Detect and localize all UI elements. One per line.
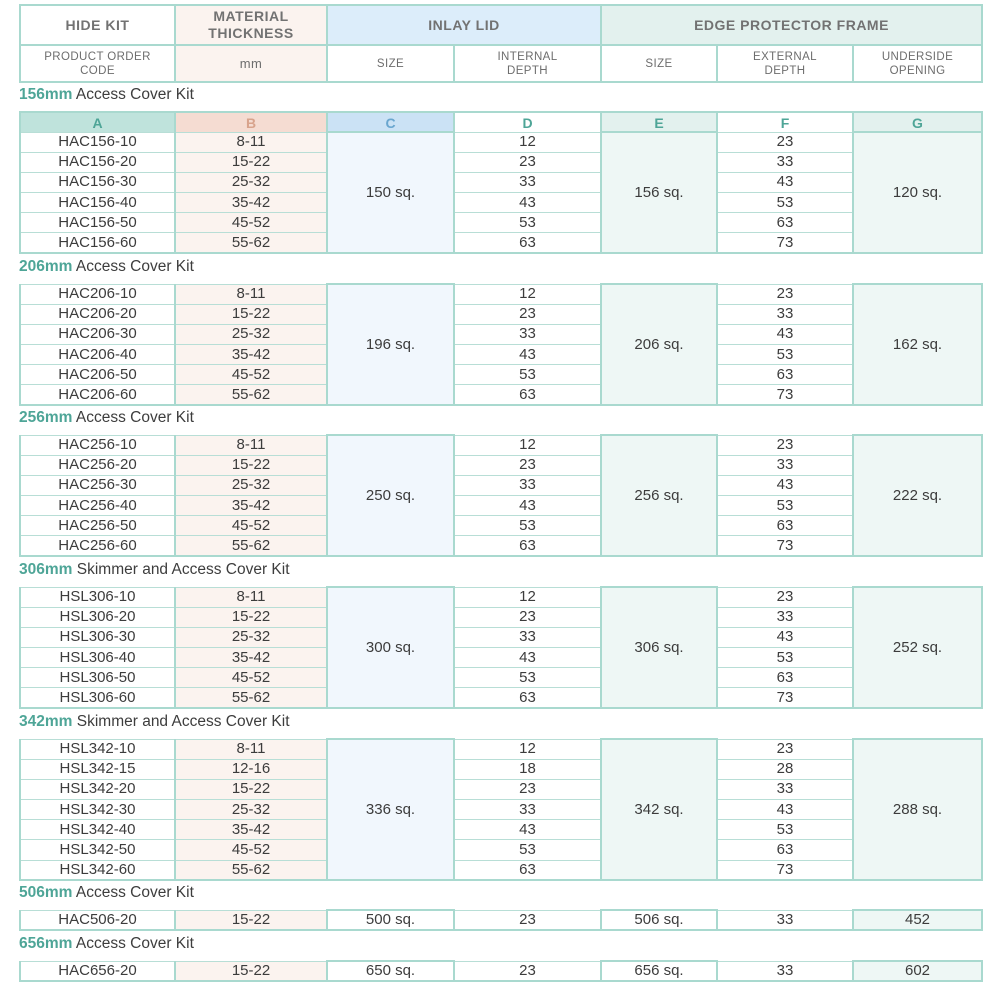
thickness-cell: 15-22 [175,607,327,627]
thickness-cell: 8-11 [175,587,327,607]
external-depth-cell: 53 [717,345,853,365]
external-depth-cell: 23 [717,132,853,152]
order-code-cell: HAC256-40 [20,496,175,516]
internal-depth-cell: 23 [454,152,601,172]
table-row [20,910,982,930]
section-title [19,884,194,902]
external-depth-header: EXTERNAL DEPTH [717,45,853,82]
table-row [20,193,982,213]
inlay-lid-header: INLAY LID [327,5,601,45]
external-depth-cell: 23 [717,739,853,759]
internal-depth-cell: 23 [454,304,601,324]
internal-depth-cell: 33 [454,475,601,495]
internal-depth-cell: 12 [454,587,601,607]
table-row [20,688,982,708]
lid-size-cell: 300 sq. [327,587,454,708]
frame-size-cell: 156 sq. [601,132,717,253]
lid-size-header: SIZE [327,45,454,82]
thickness-cell: 55-62 [175,233,327,253]
frame-size-cell: 306 sq. [601,587,717,708]
external-depth-cell: 63 [717,840,853,860]
order-code-cell: HAC256-10 [20,435,175,455]
table-row [20,435,982,455]
external-depth-cell: 33 [717,779,853,799]
table-row [20,172,982,192]
thickness-cell: 55-62 [175,536,327,556]
underside-opening-cell: 452 [853,910,982,930]
lid-size-cell: 196 sq. [327,284,454,405]
internal-depth-cell: 33 [454,172,601,192]
thickness-cell: 45-52 [175,840,327,860]
column-letter: A [20,112,175,133]
external-depth-cell: 53 [717,648,853,668]
external-depth-cell: 53 [717,820,853,840]
product-order-code-header: PRODUCT ORDER CODE [20,45,175,82]
underside-opening-cell: 120 sq. [853,132,982,253]
table-row [20,455,982,475]
thickness-cell: 15-22 [175,304,327,324]
thickness-cell: 25-32 [175,475,327,495]
thickness-cell: 35-42 [175,820,327,840]
thickness-cell: 55-62 [175,385,327,405]
internal-depth-cell: 43 [454,193,601,213]
external-depth-cell: 73 [717,860,853,880]
order-code-cell: HSL342-60 [20,860,175,880]
table-row [20,820,982,840]
column-letter: B [175,112,327,133]
internal-depth-cell: 53 [454,213,601,233]
order-code-cell: HAC256-20 [20,455,175,475]
hide-kit-header: HIDE KIT [20,5,175,45]
table-row [20,324,982,344]
kit-table [19,131,983,254]
internal-depth-cell: 23 [454,779,601,799]
order-code-cell: HSL342-50 [20,840,175,860]
section-size-label: 656mm [19,935,73,952]
order-code-cell: HSL342-10 [20,739,175,759]
internal-depth-cell: 23 [454,961,601,981]
thickness-cell: 25-32 [175,800,327,820]
table-row [20,627,982,647]
kit-table [19,434,983,557]
section-size-label: 156mm [19,86,73,103]
internal-depth-cell: 43 [454,496,601,516]
external-depth-cell: 73 [717,233,853,253]
order-code-cell: HAC506-20 [20,910,175,930]
order-code-cell: HSL342-40 [20,820,175,840]
external-depth-cell: 43 [717,800,853,820]
thickness-cell: 35-42 [175,345,327,365]
table-row [20,365,982,385]
internal-depth-cell: 12 [454,132,601,152]
section-title [19,86,194,104]
table-row [20,800,982,820]
thickness-cell: 45-52 [175,516,327,536]
order-code-cell: HSL306-40 [20,648,175,668]
column-letter: G [853,112,982,133]
underside-opening-cell: 602 [853,961,982,981]
internal-depth-cell: 63 [454,385,601,405]
frame-size-cell: 656 sq. [601,961,717,981]
internal-depth-cell: 43 [454,648,601,668]
table-row [20,860,982,880]
thickness-cell: 35-42 [175,193,327,213]
order-code-cell: HAC206-60 [20,385,175,405]
section-title [19,409,194,427]
thickness-cell: 45-52 [175,213,327,233]
order-code-cell: HAC256-30 [20,475,175,495]
internal-depth-cell: 12 [454,284,601,304]
column-letter: D [454,112,601,133]
table-row [20,840,982,860]
external-depth-cell: 53 [717,193,853,213]
lid-size-cell: 650 sq. [327,961,454,981]
table-row [20,233,982,253]
external-depth-cell: 63 [717,213,853,233]
external-depth-cell: 33 [717,152,853,172]
table-row [20,516,982,536]
order-code-cell: HSL342-15 [20,759,175,779]
column-letter: C [327,112,454,133]
external-depth-cell: 33 [717,304,853,324]
external-depth-cell: 63 [717,516,853,536]
table-row [20,779,982,799]
order-code-cell: HSL306-30 [20,627,175,647]
lid-size-cell: 250 sq. [327,435,454,556]
order-code-cell: HAC206-50 [20,365,175,385]
internal-depth-cell: 43 [454,820,601,840]
order-code-cell: HSL342-30 [20,800,175,820]
thickness-cell: 15-22 [175,152,327,172]
section-title [19,561,290,579]
external-depth-cell: 33 [717,455,853,475]
internal-depth-cell: 18 [454,759,601,779]
order-code-cell: HAC256-60 [20,536,175,556]
section-title-text: Access Cover Kit [75,884,194,901]
thickness-cell: 15-22 [175,961,327,981]
edge-protector-frame-header: EDGE PROTECTOR FRAME [601,5,982,45]
order-code-cell: HAC206-30 [20,324,175,344]
order-code-cell: HAC256-50 [20,516,175,536]
table-row [20,587,982,607]
section-size-label: 506mm [19,884,73,901]
internal-depth-cell: 23 [454,910,601,930]
table-row [20,475,982,495]
external-depth-cell: 28 [717,759,853,779]
thickness-cell: 55-62 [175,688,327,708]
internal-depth-cell: 63 [454,233,601,253]
external-depth-cell: 43 [717,475,853,495]
section-size-label: 342mm [19,713,73,730]
column-letter: E [601,112,717,133]
lid-size-cell: 500 sq. [327,910,454,930]
underside-opening-cell: 288 sq. [853,739,982,880]
kit-table [19,738,983,881]
kit-table [19,586,983,709]
internal-depth-cell: 23 [454,607,601,627]
table-row [20,648,982,668]
section-title-text: Access Cover Kit [75,86,194,103]
frame-size-cell: 342 sq. [601,739,717,880]
internal-depth-cell: 33 [454,324,601,344]
table-row [20,213,982,233]
order-code-cell: HSL306-20 [20,607,175,627]
thickness-cell: 15-22 [175,779,327,799]
thickness-cell: 25-32 [175,324,327,344]
external-depth-cell: 23 [717,284,853,304]
thickness-cell: 8-11 [175,284,327,304]
order-code-cell: HAC206-10 [20,284,175,304]
internal-depth-cell: 53 [454,840,601,860]
thickness-cell: 15-22 [175,910,327,930]
section-title [19,258,194,276]
kit-table [19,283,983,406]
thickness-cell: 45-52 [175,668,327,688]
order-code-cell: HAC156-40 [20,193,175,213]
frame-size-header: SIZE [601,45,717,82]
order-code-cell: HSL306-50 [20,668,175,688]
external-depth-cell: 73 [717,688,853,708]
external-depth-cell: 33 [717,607,853,627]
external-depth-cell: 43 [717,627,853,647]
order-code-cell: HAC206-20 [20,304,175,324]
frame-size-cell: 256 sq. [601,435,717,556]
column-letter: F [717,112,853,133]
external-depth-cell: 53 [717,496,853,516]
order-code-cell: HSL342-20 [20,779,175,799]
thickness-cell: 8-11 [175,132,327,152]
internal-depth-cell: 12 [454,739,601,759]
table-row [20,345,982,365]
thickness-cell: 8-11 [175,739,327,759]
section-size-label: 206mm [19,258,73,275]
section-size-label: 256mm [19,409,73,426]
internal-depth-cell: 63 [454,860,601,880]
kit-table [19,909,983,931]
internal-depth-cell: 33 [454,627,601,647]
external-depth-cell: 23 [717,587,853,607]
section-title-text: Access Cover Kit [75,258,194,275]
frame-size-cell: 506 sq. [601,910,717,930]
internal-depth-cell: 63 [454,536,601,556]
external-depth-cell: 23 [717,435,853,455]
order-code-cell: HAC156-10 [20,132,175,152]
external-depth-cell: 73 [717,536,853,556]
thickness-cell: 35-42 [175,648,327,668]
internal-depth-cell: 63 [454,688,601,708]
table-row [20,304,982,324]
internal-depth-cell: 23 [454,455,601,475]
internal-depth-cell: 53 [454,668,601,688]
frame-size-cell: 206 sq. [601,284,717,405]
internal-depth-cell: 12 [454,435,601,455]
mm-unit-header: mm [175,45,327,82]
section-title [19,713,290,731]
table-row [20,668,982,688]
thickness-cell: 25-32 [175,172,327,192]
table-row [20,536,982,556]
section-size-label: 306mm [19,561,73,578]
external-depth-cell: 33 [717,961,853,981]
thickness-cell: 45-52 [175,365,327,385]
order-code-cell: HAC156-20 [20,152,175,172]
underside-opening-cell: 222 sq. [853,435,982,556]
section-title-text: Access Cover Kit [75,935,194,952]
column-header-table [19,4,983,83]
table-row [20,132,982,152]
external-depth-cell: 43 [717,172,853,192]
thickness-cell: 8-11 [175,435,327,455]
thickness-cell: 25-32 [175,627,327,647]
section-title-text: Skimmer and Access Cover Kit [76,713,290,730]
thickness-cell: 12-16 [175,759,327,779]
external-depth-cell: 73 [717,385,853,405]
internal-depth-header: INTERNAL DEPTH [454,45,601,82]
section-title-text: Skimmer and Access Cover Kit [76,561,290,578]
order-code-cell: HAC656-20 [20,961,175,981]
underside-opening-cell: 252 sq. [853,587,982,708]
order-code-cell: HAC206-40 [20,345,175,365]
external-depth-cell: 33 [717,910,853,930]
table-row [20,152,982,172]
section-title [19,935,194,953]
thickness-cell: 35-42 [175,496,327,516]
external-depth-cell: 63 [717,365,853,385]
lid-size-cell: 336 sq. [327,739,454,880]
order-code-cell: HSL306-60 [20,688,175,708]
internal-depth-cell: 33 [454,800,601,820]
underside-opening-cell: 162 sq. [853,284,982,405]
thickness-cell: 55-62 [175,860,327,880]
table-row [20,759,982,779]
table-row [20,385,982,405]
internal-depth-cell: 53 [454,365,601,385]
table-row [20,739,982,759]
order-code-cell: HSL306-10 [20,587,175,607]
table-row [20,284,982,304]
section-title-text: Access Cover Kit [75,409,194,426]
external-depth-cell: 63 [717,668,853,688]
order-code-cell: HAC156-60 [20,233,175,253]
kit-table [19,960,983,982]
external-depth-cell: 43 [717,324,853,344]
order-code-cell: HAC156-30 [20,172,175,192]
lid-size-cell: 150 sq. [327,132,454,253]
table-row [20,496,982,516]
order-code-cell: HAC156-50 [20,213,175,233]
internal-depth-cell: 53 [454,516,601,536]
underside-opening-header: UNDERSIDE OPENING [853,45,982,82]
table-row [20,607,982,627]
internal-depth-cell: 43 [454,345,601,365]
table-row [20,961,982,981]
material-thickness-header: MATERIAL THICKNESS [175,5,327,45]
thickness-cell: 15-22 [175,455,327,475]
